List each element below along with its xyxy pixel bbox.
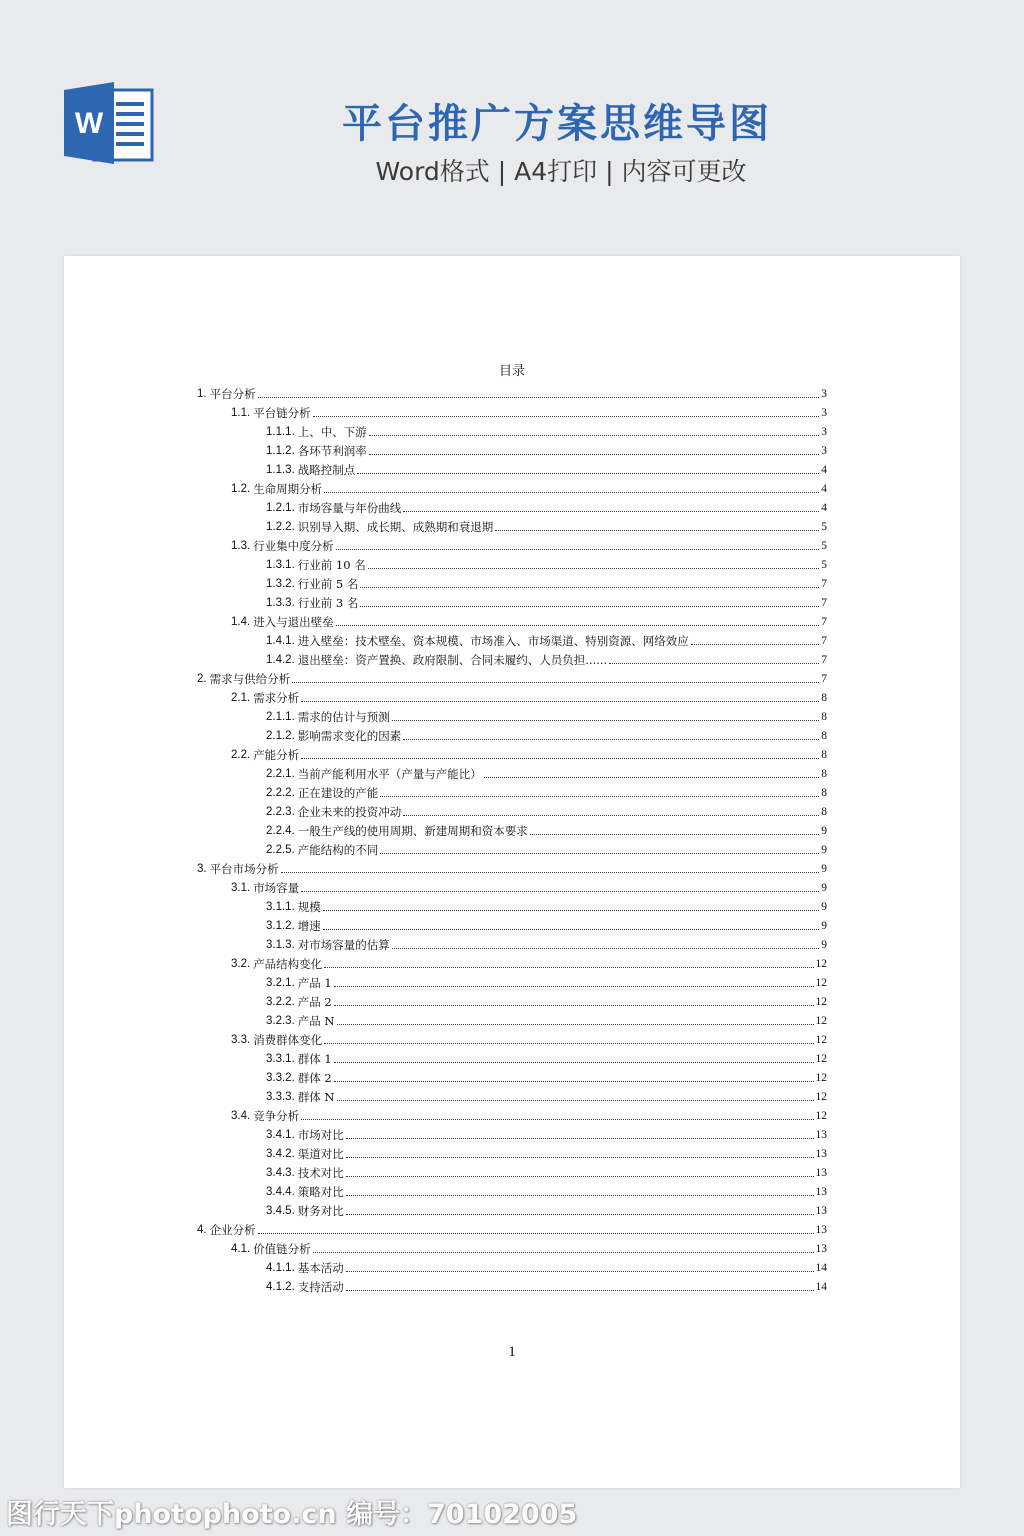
toc-entry-text: 市场容量: [253, 881, 300, 895]
toc-leader-dots: [530, 834, 819, 835]
toc-entry-page: 3: [821, 445, 827, 457]
toc-entry-page: 7: [821, 635, 827, 647]
toc-entry-page: 9: [821, 882, 827, 894]
toc-entry[interactable]: [231, 534, 827, 553]
watermark: 图行天下photophoto.cn 编号：70102005: [6, 1499, 578, 1530]
toc-entry-page: 12: [815, 977, 827, 989]
toc-entry-page: 12: [815, 1072, 827, 1084]
toc-entry-text: 市场对比: [297, 1128, 344, 1142]
toc-entry-page: 7: [821, 597, 827, 609]
toc-entry-text: 价值链分析: [253, 1242, 311, 1256]
toc-entry-number: 3.2.1.: [266, 977, 295, 989]
toc-entry-text: 进入壁垒：技术壁垒、资本规模、市场准入、市场渠道、特别资源、网络效应: [297, 634, 689, 648]
toc-entry[interactable]: [266, 1123, 827, 1142]
toc-entry-page: 12: [815, 996, 827, 1008]
toc-entry-number: 3.4.3.: [266, 1167, 295, 1179]
toc-entry-number: 1.4.: [231, 616, 251, 628]
toc-entry-text: 平台市场分析: [209, 862, 279, 876]
toc-leader-dots: [403, 815, 819, 816]
toc-entry[interactable]: [266, 515, 827, 534]
toc-entry-text: 基本活动: [297, 1261, 344, 1275]
toc-entry-text: 行业集中度分析: [253, 539, 334, 553]
toc-entry[interactable]: [266, 591, 827, 610]
toc-entry-page: 8: [821, 749, 827, 761]
toc-entry-text: 退出壁垒：资产置换、政府限制、合同未履约、人员负担......: [297, 653, 608, 667]
toc-entry-page: 9: [821, 901, 827, 913]
toc-entry-page: 13: [815, 1186, 827, 1198]
toc-entry[interactable]: [266, 933, 827, 952]
toc-leader-dots: [357, 473, 819, 474]
toc-leader-dots: [301, 891, 819, 892]
toc-entry-number: 1.1.1.: [266, 426, 295, 438]
toc-entry-text: 产品 1: [297, 976, 332, 990]
toc-entry-text: 群体 2: [297, 1071, 332, 1085]
toc-leader-dots: [346, 1290, 814, 1291]
toc-entry-number: 2.2.5.: [266, 844, 295, 856]
toc-entry-page: 13: [815, 1205, 827, 1217]
toc-entry-number: 3.4.5.: [266, 1205, 295, 1217]
toc-entry[interactable]: [231, 1237, 827, 1256]
toc-entry-text: 上、中、下游: [297, 425, 367, 439]
toc-entry-page: 8: [821, 806, 827, 818]
toc-entry[interactable]: [266, 762, 827, 781]
toc-leader-dots: [336, 625, 820, 626]
toc-entry-text: 各环节利润率: [297, 444, 367, 458]
page-number: 1: [508, 1344, 516, 1360]
toc-entry[interactable]: [231, 1104, 827, 1123]
toc-leader-dots: [360, 606, 819, 607]
toc-entry-text: 产品结构变化: [253, 957, 323, 971]
toc-leader-dots: [609, 663, 819, 664]
toc-entry-text: 产品 2: [297, 995, 332, 1009]
toc-entry-page: 12: [815, 1034, 827, 1046]
toc-entry-number: 2.2.1.: [266, 768, 295, 780]
toc-entry-number: 2.1.2.: [266, 730, 295, 742]
toc-entry-text: 对市场容量的估算: [297, 938, 390, 952]
toc-leader-dots: [323, 910, 819, 911]
toc-entry[interactable]: [266, 838, 827, 857]
toc-entry-number: 1.1.2.: [266, 445, 295, 457]
toc-entry-number: 3.1.: [231, 882, 251, 894]
toc-entry-number: 4.1.: [231, 1243, 251, 1255]
toc-entry-page: 12: [815, 958, 827, 970]
toc-entry-text: 战略控制点: [297, 463, 356, 477]
toc-entry[interactable]: [266, 895, 827, 914]
toc-entry-page: 3: [821, 407, 827, 419]
toc-leader-dots: [334, 1081, 814, 1082]
toc-entry-text: 增速: [297, 919, 321, 933]
toc-entry[interactable]: [231, 477, 827, 496]
toc-entry-page: 13: [815, 1167, 827, 1179]
toc-entry-text: 平台分析: [209, 387, 256, 401]
toc-entry-page: 9: [821, 825, 827, 837]
toc-entry[interactable]: [266, 724, 827, 743]
toc-entry-number: 1.3.: [231, 540, 251, 552]
toc-leader-dots: [324, 492, 819, 493]
toc-entry[interactable]: [266, 1142, 827, 1161]
toc-entry[interactable]: [197, 857, 827, 876]
toc-leader-dots: [346, 1138, 814, 1139]
toc-entry-page: 13: [815, 1243, 827, 1255]
toc-entry-number: 3.4.2.: [266, 1148, 295, 1160]
toc-entry[interactable]: [266, 971, 827, 990]
toc-entry-number: 1.3.1.: [266, 559, 295, 571]
toc-entry-number: 1.4.2.: [266, 654, 295, 666]
toc-entry[interactable]: [266, 705, 827, 724]
toc-entry-text: 消费群体变化: [253, 1033, 323, 1047]
toc-entry-number: 3.3.2.: [266, 1072, 295, 1084]
toc-entry-text: 规模: [297, 900, 321, 914]
toc-entry[interactable]: [231, 401, 827, 420]
toc-entry-number: 3.2.2.: [266, 996, 295, 1008]
toc-entry-number: 2.1.: [231, 692, 251, 704]
toc-entry-page: 7: [821, 654, 827, 666]
toc-entry-text: 需求的估计与预测: [297, 710, 390, 724]
toc-entry-text: 策略对比: [297, 1185, 344, 1199]
toc-entry-page: 4: [821, 464, 827, 476]
toc-entry[interactable]: [231, 952, 827, 971]
toc-entry-page: 8: [821, 768, 827, 780]
toc-entry-text: 渠道对比: [297, 1147, 344, 1161]
toc-entry[interactable]: [266, 553, 827, 572]
toc-entry-text: 企业未来的投资冲动: [297, 805, 402, 819]
toc-entry[interactable]: [266, 781, 827, 800]
toc-entry-page: 5: [821, 521, 827, 533]
toc-entry-number: 1.4.1.: [266, 635, 295, 647]
toc-leader-dots: [495, 530, 819, 531]
toc-entry-page: 14: [815, 1281, 827, 1293]
toc-leader-dots: [337, 1024, 814, 1025]
toc-leader-dots: [380, 796, 819, 797]
toc-entry-page: 7: [821, 616, 827, 628]
toc-entry-text: 市场容量与年份曲线: [297, 501, 402, 515]
toc-entry-number: 3.4.4.: [266, 1186, 295, 1198]
toc-entry-number: 1.2.: [231, 483, 251, 495]
toc-entry-number: 1.1.: [231, 407, 251, 419]
toc-entry[interactable]: [266, 420, 827, 439]
toc-entry-page: 4: [821, 483, 827, 495]
toc-entry[interactable]: [266, 1161, 827, 1180]
toc-entry[interactable]: [197, 382, 827, 401]
toc-entry[interactable]: [266, 572, 827, 591]
toc-entry-number: 2.2.2.: [266, 787, 295, 799]
toc-entry-page: 13: [815, 1148, 827, 1160]
toc-entry-page: 9: [821, 939, 827, 951]
toc-entry-number: 1.2.1.: [266, 502, 295, 514]
toc-entry[interactable]: [266, 990, 827, 1009]
toc-leader-dots: [336, 549, 820, 550]
toc-leader-dots: [346, 1195, 814, 1196]
toc-entry-text: 财务对比: [297, 1204, 344, 1218]
toc-leader-dots: [313, 416, 820, 417]
toc-entry[interactable]: [266, 914, 827, 933]
toc-entry[interactable]: [266, 1199, 827, 1218]
toc-entry-text: 产品 N: [297, 1014, 335, 1028]
document-page: [64, 256, 960, 1488]
toc-entry-number: 1.3.3.: [266, 597, 295, 609]
toc-entry-number: 3.3.: [231, 1034, 251, 1046]
toc-entry[interactable]: [266, 1085, 827, 1104]
toc-entry-text: 产能分析: [253, 748, 300, 762]
toc-leader-dots: [323, 929, 819, 930]
toc-leader-dots: [281, 872, 820, 873]
toc-leader-dots: [484, 777, 819, 778]
toc-leader-dots: [368, 568, 820, 569]
toc-entry-number: 1.1.3.: [266, 464, 295, 476]
toc-leader-dots: [360, 587, 819, 588]
toc-entry-page: 7: [821, 673, 827, 685]
toc-entry[interactable]: [266, 800, 827, 819]
toc-entry[interactable]: [266, 629, 827, 648]
toc-entry-text: 行业前 5 名: [297, 577, 359, 591]
toc-entry-text: 需求分析: [253, 691, 300, 705]
toc-entry-text: 行业前 10 名: [297, 558, 366, 572]
toc-entry-text: 生命周期分析: [253, 482, 323, 496]
table-of-contents: [64, 382, 960, 1294]
toc-entry[interactable]: [266, 1009, 827, 1028]
toc-entry-number: 3.1.1.: [266, 901, 295, 913]
toc-entry-page: 8: [821, 692, 827, 704]
toc-entry-number: 1.2.2.: [266, 521, 295, 533]
toc-leader-dots: [324, 967, 813, 968]
toc-entry-number: 3.: [197, 863, 207, 875]
toc-entry-text: 产能结构的不同: [297, 843, 379, 857]
toc-entry-page: 9: [821, 844, 827, 856]
toc-entry-number: 3.3.1.: [266, 1053, 295, 1065]
toc-entry[interactable]: [266, 1256, 827, 1275]
toc-entry-number: 4.1.1.: [266, 1262, 295, 1274]
toc-entry-page: 12: [815, 1110, 827, 1122]
toc-entry-page: 8: [821, 787, 827, 799]
toc-entry[interactable]: [266, 819, 827, 838]
toc-entry-number: 3.4.1.: [266, 1129, 295, 1141]
toc-leader-dots: [301, 758, 819, 759]
toc-entry-page: 3: [821, 388, 827, 400]
toc-entry-page: 5: [821, 540, 827, 552]
toc-entry-text: 需求与供给分析: [209, 672, 291, 686]
toc-entry-number: 2.2.4.: [266, 825, 295, 837]
toc-entry-number: 3.2.3.: [266, 1015, 295, 1027]
toc-entry-text: 进入与退出壁垒: [253, 615, 334, 629]
toc-entry-page: 13: [815, 1224, 827, 1236]
toc-entry-text: 支持活动: [297, 1280, 344, 1294]
toc-entry-number: 3.4.: [231, 1110, 251, 1122]
toc-entry[interactable]: [266, 1066, 827, 1085]
toc-leader-dots: [691, 644, 819, 645]
toc-leader-dots: [292, 682, 819, 683]
toc-entry-text: 行业前 3 名: [297, 596, 359, 610]
toc-entry-number: 3.2.: [231, 958, 251, 970]
toc-entry[interactable]: [266, 1275, 827, 1294]
toc-entry-number: 1.: [197, 388, 207, 400]
toc-leader-dots: [258, 397, 820, 398]
toc-entry[interactable]: [197, 1218, 827, 1237]
toc-title: 目录: [498, 364, 525, 379]
toc-entry[interactable]: [266, 458, 827, 477]
toc-entry-text: 群体 N: [297, 1090, 335, 1104]
toc-leader-dots: [301, 701, 819, 702]
toc-leader-dots: [346, 1214, 814, 1215]
toc-leader-dots: [392, 948, 819, 949]
toc-entry-page: 5: [821, 559, 827, 571]
toc-entry-text: 一般生产线的使用周期、新建周期和资本要求: [297, 824, 528, 838]
toc-leader-dots: [301, 1119, 813, 1120]
toc-entry-text: 技术对比: [297, 1166, 344, 1180]
toc-entry-text: 当前产能利用水平（产量与产能比）: [297, 767, 482, 781]
toc-entry[interactable]: [266, 1180, 827, 1199]
toc-entry[interactable]: [266, 648, 827, 667]
toc-entry[interactable]: [266, 1047, 827, 1066]
toc-entry-text: 群体 1: [297, 1052, 332, 1066]
toc-entry[interactable]: [231, 1028, 827, 1047]
toc-entry-number: 2.2.3.: [266, 806, 295, 818]
toc-entry-number: 3.1.3.: [266, 939, 295, 951]
toc-leader-dots: [392, 720, 819, 721]
toc-leader-dots: [380, 853, 819, 854]
toc-entry-page: 3: [821, 426, 827, 438]
toc-leader-dots: [324, 1043, 813, 1044]
toc-entry[interactable]: [231, 686, 827, 705]
toc-entry-text: 竞争分析: [253, 1109, 300, 1123]
toc-entry[interactable]: [266, 439, 827, 458]
toc-entry-page: 14: [815, 1262, 827, 1274]
toc-entry-text: 正在建设的产能: [297, 786, 379, 800]
toc-entry-page: 12: [815, 1091, 827, 1103]
word-logo-letter: W: [74, 107, 104, 140]
toc-entry-page: 7: [821, 578, 827, 590]
toc-leader-dots: [334, 1005, 814, 1006]
toc-entry-page: 12: [815, 1053, 827, 1065]
toc-entry-number: 3.1.2.: [266, 920, 295, 932]
toc-entry-text: 识别导入期、成长期、成熟期和衰退期: [297, 520, 494, 534]
toc-leader-dots: [369, 454, 819, 455]
toc-leader-dots: [369, 435, 819, 436]
toc-entry[interactable]: [266, 496, 827, 515]
toc-leader-dots: [346, 1157, 814, 1158]
toc-entry-number: 4.: [197, 1224, 207, 1236]
toc-entry-number: 1.3.2.: [266, 578, 295, 590]
toc-entry-page: 13: [815, 1129, 827, 1141]
page-subtitle: Word格式 | A4打印 | 内容可更改: [375, 157, 747, 186]
toc-entry-number: 2.1.1.: [266, 711, 295, 723]
toc-entry[interactable]: [231, 610, 827, 629]
toc-leader-dots: [313, 1252, 814, 1253]
toc-leader-dots: [334, 986, 814, 987]
toc-entry[interactable]: [197, 667, 827, 686]
toc-leader-dots: [258, 1233, 814, 1234]
toc-entry-number: 2.: [197, 673, 207, 685]
toc-entry-text: 影响需求变化的因素: [297, 729, 402, 743]
toc-leader-dots: [346, 1176, 814, 1177]
toc-leader-dots: [337, 1100, 814, 1101]
toc-entry-page: 8: [821, 730, 827, 742]
toc-entry-text: 平台链分析: [253, 406, 311, 420]
toc-entry-number: 2.2.: [231, 749, 251, 761]
toc-entry-number: 3.3.3.: [266, 1091, 295, 1103]
toc-leader-dots: [403, 739, 819, 740]
toc-leader-dots: [346, 1271, 814, 1272]
toc-entry-page: 4: [821, 502, 827, 514]
toc-entry-number: 4.1.2.: [266, 1281, 295, 1293]
page-title: 平台推广方案思维导图: [342, 101, 772, 147]
toc-entry-text: 企业分析: [209, 1223, 256, 1237]
toc-entry[interactable]: [231, 743, 827, 762]
toc-entry-page: 9: [821, 863, 827, 875]
toc-entry[interactable]: [231, 876, 827, 895]
toc-leader-dots: [334, 1062, 814, 1063]
toc-entry-page: 8: [821, 711, 827, 723]
toc-leader-dots: [403, 511, 819, 512]
toc-entry-page: 9: [821, 920, 827, 932]
toc-entry-page: 12: [815, 1015, 827, 1027]
